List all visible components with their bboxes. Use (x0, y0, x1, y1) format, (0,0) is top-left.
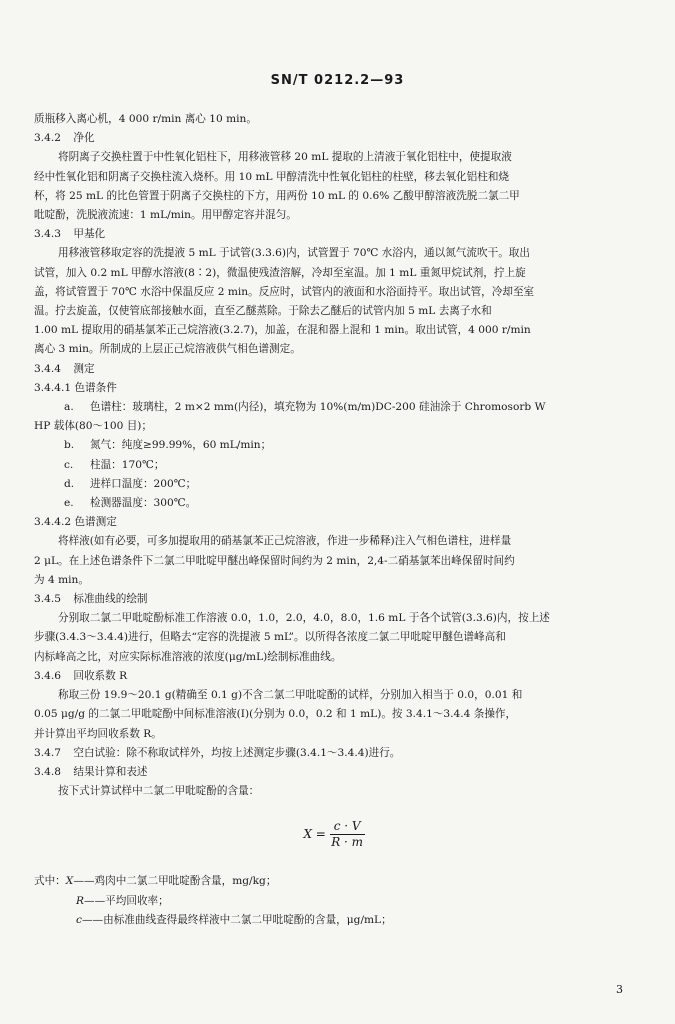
section-number: 3.4.4.1 (34, 381, 72, 394)
list-item-text: 进样口温度：200℃； (90, 477, 197, 490)
standard-header: SN/T 0212.2—93 (270, 73, 405, 88)
formula (34, 819, 634, 850)
list-item-text: 检测器温度：300℃。 (90, 497, 197, 510)
list-item (34, 494, 634, 513)
variable-definition (34, 911, 634, 930)
variable-definition (34, 872, 634, 891)
paragraph-line: 按下式计算试样中二氯二甲吡啶酚的含量： (58, 785, 260, 798)
variable-definition (34, 892, 634, 911)
paragraph-line: 步骤(3.4.3～3.4.4)进行，但略去“定容的洗提液 5 mL”。以所得各浓度二氯二甲吡啶甲醚色谱峰高和 (34, 631, 506, 644)
definition-symbol: c (76, 913, 82, 926)
section-heading (34, 667, 634, 686)
section-number: 3.4.7 (34, 746, 61, 759)
list-item-text: 氮气：纯度≥99.99%，60 mL/min； (90, 439, 272, 452)
section-number: 3.4.4.2 (34, 516, 72, 529)
definition-text: ——鸡肉中二氯二甲吡啶酚含量，mg/kg； (73, 875, 277, 888)
definition-text: ——由标准曲线查得最终样液中二氯二甲吡啶酚的含量，μg/mL； (81, 913, 392, 926)
section-heading (34, 513, 634, 532)
paragraph-line: 为 4 min。 (34, 573, 89, 586)
paragraph-line: 质瓶移入离心机，4 000 r/min 离心 10 min。 (34, 113, 257, 125)
section-number: 3.4.5 (34, 593, 61, 606)
section-heading (34, 590, 634, 609)
section-number: 3.4.3 (34, 228, 61, 241)
list-item-text: 色谱柱：玻璃柱，2 m×2 mm(内径)，填充物为 10%(m/m)DC-200 硅油涂于 Chromosorb W (90, 401, 546, 414)
section-number: 3.4.4 (34, 362, 61, 375)
list-item-key: d. (64, 477, 75, 490)
paragraph-line: 离心 3 min。所制成的上层正己烷溶液供气相色谱测定。 (34, 343, 301, 356)
formula-fraction (330, 819, 365, 850)
paragraph-line: 将样液(如有必要，可多加提取用的硝基氯苯正己烷溶液，作进一步稀释)注入气相色谱柱，进样量 (58, 535, 512, 548)
paragraph-line: 经中性氧化铝和阴离子交换柱流入烧杯。用 10 mL 甲醇清洗中性氧化铝柱的柱壁，移去氧化铝柱和烧 (34, 170, 510, 183)
list-item (34, 398, 634, 417)
section-title: 色谱条件 (74, 381, 117, 394)
section-heading (34, 129, 634, 148)
list-item-text: 柱温：170℃； (90, 458, 165, 471)
paragraph-line: 试管，加入 0.2 mL 甲醇水溶液(8∶2)，微温使残渣溶解，冷却至室温。加 1 mL 重氮甲烷试剂，拧上旋 (34, 266, 526, 279)
section-heading (34, 225, 634, 244)
document-body (34, 110, 634, 930)
paragraph-line: 分别取二氯二甲吡啶酚标准工作溶液 0.0，1.0，2.0，4.0，8.0，1.6 mL 于各个试管(3.3.6)内，按上述 (58, 612, 550, 625)
list-item-key: b. (64, 439, 75, 452)
section-title: 测定 (73, 362, 95, 375)
section-number: 3.4.2 (34, 132, 61, 145)
list-item-key: c. (64, 458, 74, 471)
list-item (34, 436, 634, 455)
section-title: 标准曲线的绘制 (73, 593, 148, 606)
section-heading (34, 763, 634, 782)
section-number: 3.4.8 (34, 765, 61, 778)
paragraph-line: 温。拧去旋盖，仅使管底部接触水面，直至乙醚蒸除。于除去乙醚后的试管内加 5 mL 去离子水和 (34, 305, 492, 318)
paragraph-line: 用移液管移取定容的洗提液 5 mL 于试管(3.3.6)内，试管置于 70℃ 水浴内，通以氮气流吹干。取出 (58, 247, 530, 260)
paragraph-line: HP 载体(80～100 目)； (34, 420, 153, 433)
definition-text: ——平均回收率； (83, 894, 169, 907)
list-item (34, 456, 634, 475)
section-title: 回收系数 R (73, 669, 128, 682)
section-number: 3.4.6 (34, 669, 61, 682)
paragraph-line: 0.05 μg/g 的二氯二甲吡啶酚中间标准溶液(Ⅰ)(分别为 0.0，0.2 和 1 mL)。按 3.4.1～3.4.4 条操作， (34, 708, 517, 721)
paragraph-line: 杯，将 25 mL 的比色管置于阴离子交换柱的下方，用两份 10 mL 的 0.6% 乙酸甲醇溶液洗脱二氯二甲 (34, 189, 520, 202)
section-heading (34, 360, 634, 379)
list-item-key: e. (64, 497, 74, 510)
paragraph-line: 2 μL。在上述色谱条件下二氯二甲吡啶甲醚出峰保留时间约为 2 min，2,4-二硝基氯苯出峰保留时间约 (34, 554, 515, 567)
section-heading (34, 744, 634, 763)
paragraph-line: 1.00 mL 提取用的硝基氯苯正己烷溶液(3.2.7)，加盖，在混和器上混和 1 min。取出试管，4 000 r/min (34, 324, 531, 337)
list-item (34, 475, 634, 494)
formula-lhs: X = (303, 827, 326, 842)
paragraph-line: 内标峰高之比，对应实际标准溶液的浓度(μg/mL)绘制标准曲线。 (34, 650, 342, 663)
formula-numerator: c · V (330, 819, 365, 835)
paragraph-line: 盖，将试管置于 70℃ 水浴中保温反应 2 min。反应时，试管内的液面和水浴面持平。取出试管，冷却至室 (34, 285, 535, 298)
section-title: 空白试验：除不称取试样外，均按上述测定步骤(3.4.1～3.4.4)进行。 (73, 746, 401, 759)
section-heading (34, 379, 634, 398)
paragraph-line: 吡啶酚，洗脱液流速：1 mL/min。用甲醇定容并混匀。 (34, 209, 297, 222)
section-title: 净化 (73, 132, 95, 145)
paragraph-line: 将阴离子交换柱置于中性氧化铝柱下，用移液管移 20 mL 提取的上清液于氧化铝柱中，使提取液 (58, 151, 512, 164)
definition-lead: 式中： (34, 875, 66, 888)
definition-symbol: X (65, 875, 74, 888)
section-title: 结果计算和表述 (73, 765, 148, 778)
paragraph-line: 并计算出平均回收系数 R。 (34, 727, 162, 740)
definition-symbol: R (76, 894, 84, 907)
section-title: 甲基化 (73, 228, 106, 241)
page-number: 3 (616, 983, 623, 996)
paragraph-line: 称取三份 19.9～20.1 g(精确至 0.1 g)不含二氯二甲吡啶酚的试样，分别加入相当于 0.0，0.01 和 (58, 689, 523, 702)
section-title: 色谱测定 (74, 516, 117, 529)
list-item-key: a. (64, 401, 74, 414)
formula-denominator: R · m (331, 835, 364, 850)
